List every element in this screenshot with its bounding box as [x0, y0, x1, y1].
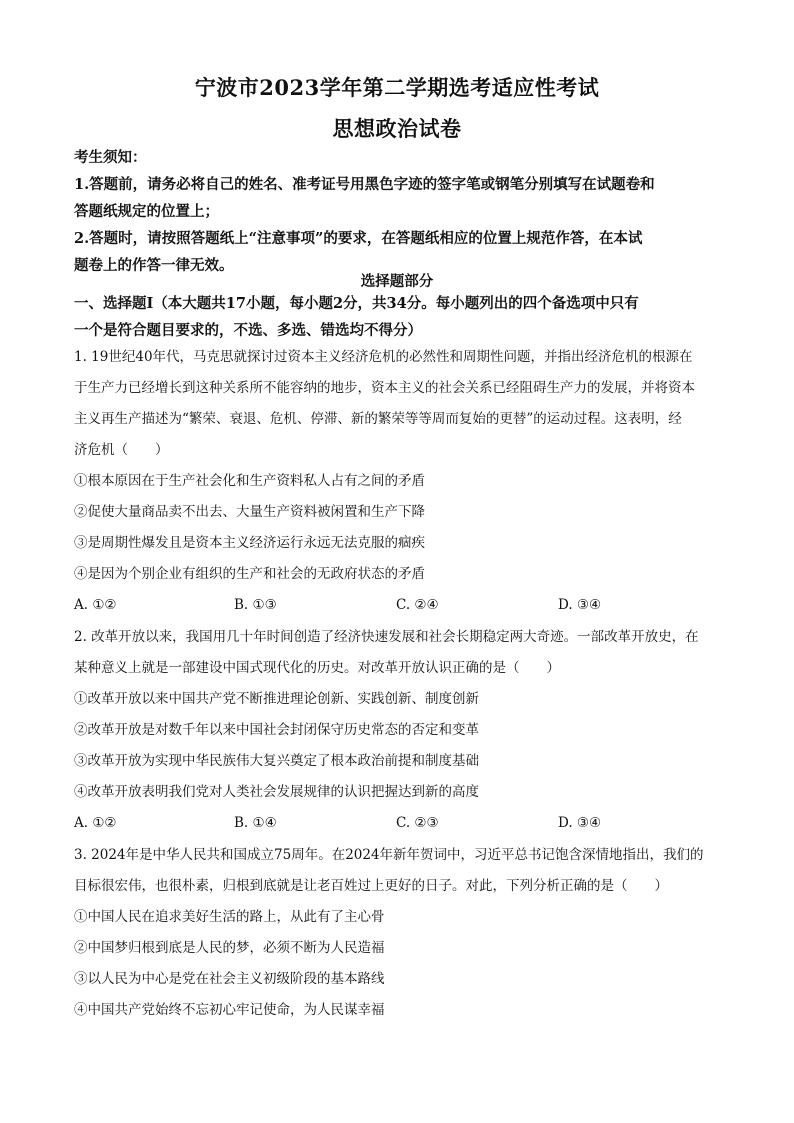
question-2-stem-line: 2. 改革开放以来，我国用几十年时间创造了经济快速发展和社会长期稳定两大奇迹。一部改革开放史，在	[74, 629, 699, 645]
question-1	[74, 342, 724, 621]
question-1-statement-4: ④是因为个别企业有组织的生产和社会的无政府状态的矛盾	[74, 566, 425, 582]
notice-item-1-line-2: 答题纸规定的位置上；	[74, 203, 219, 220]
question-1-statement-1: ①根本原因在于生产社会化和生产资料私人占有之间的矛盾	[74, 473, 425, 489]
question-2	[74, 622, 724, 839]
question-3-stem-line: 3. 2024年是中华人民共和国成立75周年。在2024年新年贺词中，习近平总书记饱含深情地指出，我们的	[74, 847, 704, 863]
question-3-statement-3: ③以人民为中心是党在社会主义初级阶段的基本路线	[74, 971, 385, 987]
question-2-option-d: D. ③④	[558, 815, 602, 831]
question-1-option-c: C. ②④	[396, 597, 439, 613]
part-1-line-2: 一个是符合题目要求的，不选、多选、错选均不得分）	[74, 322, 422, 339]
question-1-option-a: A. ①②	[74, 597, 117, 613]
question-2-option-b: B. ①④	[234, 815, 277, 831]
question-1-option-d: D. ③④	[558, 597, 602, 613]
question-2-option-c: C. ②③	[396, 815, 439, 831]
question-1-statement-3: ③是周期性爆发且是资本主义经济运行永远无法克服的痼疾	[74, 535, 425, 551]
notice-item-2-line-1: 2.答题时，请按照答题纸上“注意事项”的要求，在答题纸相应的位置上规范作答，在本试	[74, 230, 643, 247]
question-2-statement-4: ④改革开放表明我们党对人类社会发展规律的认识把握达到新的高度	[74, 784, 479, 800]
question-1-statement-2: ②促使大量商品卖不出去、大量生产资料被闲置和生产下降	[74, 504, 425, 520]
question-2-stem-line: 某种意义上就是一部建设中国式现代化的历史。对改革开放认识正确的是（ ）	[74, 660, 560, 676]
question-1-stem-line: 济危机（ ）	[74, 442, 169, 458]
question-3-statement-2: ②中国梦归根到底是人民的梦，必须不断为人民造福	[74, 940, 385, 956]
part-1-instructions	[74, 290, 724, 344]
question-2-option-a: A. ①②	[74, 815, 117, 831]
notice-heading: 考生须知：	[74, 149, 147, 166]
question-3-statement-4: ④中国共产党始终不忘初心牢记使命，为人民谋幸福	[74, 1002, 385, 1018]
question-2-statement-1: ①改革开放以来中国共产党不断推进理论创新、实践创新、制度创新	[74, 691, 479, 707]
notice-item-2-line-2: 题卷上的作答一律无效。	[74, 257, 234, 274]
question-2-statement-2: ②改革开放是对数千年以来中国社会封闭保守历史常态的否定和变革	[74, 722, 479, 738]
question-3-statement-1: ①中国人民在追求美好生活的路上，从此有了主心骨	[74, 909, 385, 925]
part-1-line-1: 一、选择题Ⅰ（本大题共17小题，每小题2分，共34分。每小题列出的四个备选项中只有	[74, 295, 639, 312]
question-1-stem-line: 1. 19世纪40年代，马克思就探讨过资本主义经济危机的必然性和周期性问题，并指出经济危机的根源在	[74, 349, 693, 365]
notice-item-1-line-1: 1.答题前，请务必将自己的姓名、准考证号用黑色字迹的签字笔或钢笔分别填写在试题卷和	[74, 176, 655, 193]
question-1-stem-line: 于生产力已经增长到这种关系所不能容纳的地步，资本主义的社会关系已经阻碍生产力的发展，并将资本	[74, 380, 695, 396]
question-3	[74, 840, 724, 1026]
question-1-option-b: B. ①③	[234, 597, 277, 613]
question-1-options	[74, 590, 724, 621]
exam-title: 宁波市2023学年第二学期选考适应性考试	[194, 75, 600, 100]
question-3-stem-line: 目标很宏伟，也很朴素，归根到底就是让老百姓过上更好的日子。对此，下列分析正确的是（ ）	[74, 878, 668, 894]
candidate-notice	[74, 144, 724, 279]
question-1-stem-line: 主义再生产描述为“繁荣、衰退、危机、停滞、新的繁荣等等周而复始的更替”的运动过程。这表明，经	[74, 411, 682, 427]
question-2-options	[74, 808, 724, 839]
section-title: 选择题部分	[360, 273, 434, 290]
question-2-statement-3: ③改革开放为实现中华民族伟大复兴奠定了根本政治前提和制度基础	[74, 753, 479, 769]
exam-subtitle: 思想政治试卷	[332, 116, 462, 141]
